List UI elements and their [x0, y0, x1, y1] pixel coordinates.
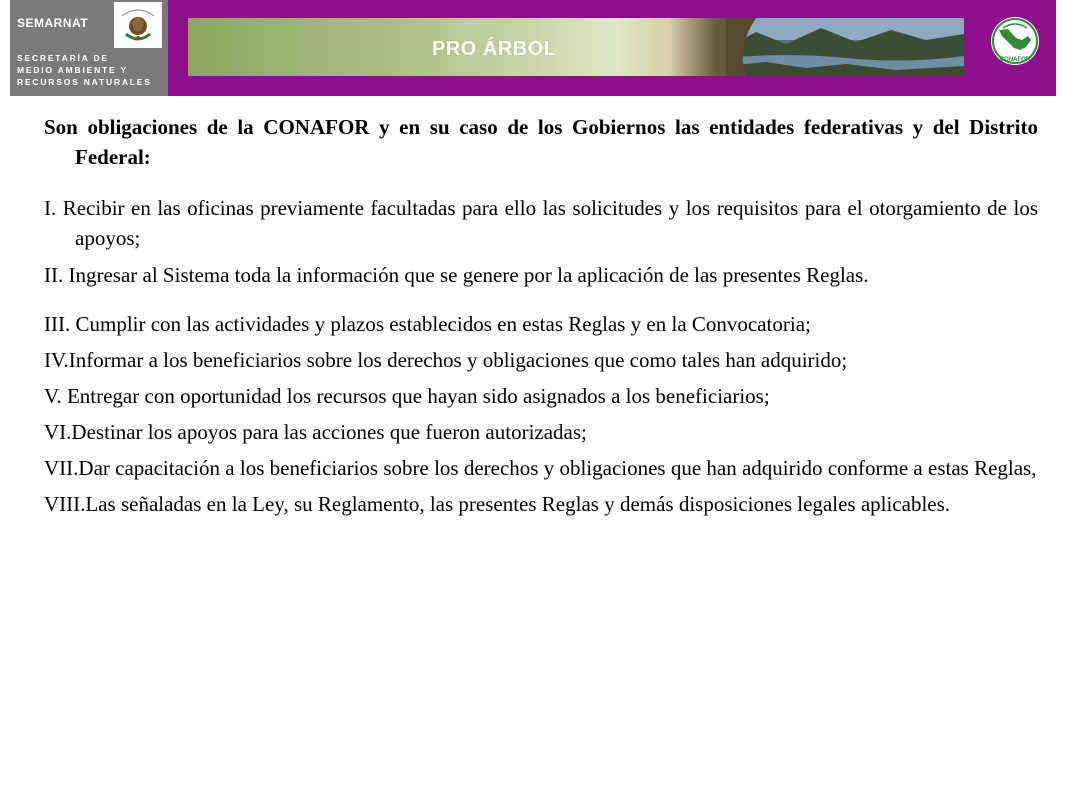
semarnat-title: SEMARNAT — [17, 16, 89, 30]
banner-title: PRO ÁRBOL — [432, 38, 557, 60]
obligations-heading: Son obligaciones de la CONAFOR y en su caso de los Gobiernos las entidades federativas y del Distrito Federal: — [44, 115, 1038, 169]
semarnat-logo — [10, 0, 168, 96]
list-item: VIII.Las señaladas en la Ley, su Reglamento, las presentes Reglas y demás disposiciones legales aplicables. — [44, 492, 951, 516]
list-item: VII.Dar capacitación a los beneficiarios sobre los derechos y obligaciones que han adquirido conforme a estas Reglas, — [44, 456, 1037, 480]
list-item: I. Recibir en las oficinas previamente facultadas para ello las solicitudes y los requisitos para el otorgamiento de los apoyos; — [44, 196, 1038, 250]
mexico-emblem-icon — [114, 2, 162, 48]
semarnat-subtitle — [17, 52, 167, 88]
conafor-label: CONAFOR — [999, 57, 1031, 63]
semarnat-subtitle-line: RECURSOS NATURALES — [17, 77, 152, 87]
conafor-logo — [986, 14, 1044, 77]
list-item: V. Entregar con oportunidad los recursos que hayan sido asignados a los beneficiarios; — [44, 384, 770, 408]
list-item: IV.Informar a los beneficiarios sobre los derechos y obligaciones que como tales han adquirido; — [44, 348, 848, 372]
list-item: VI.Destinar los apoyos para las acciones que fueron autorizadas; — [44, 420, 587, 444]
header-bar — [10, 0, 1056, 96]
list-item: II. Ingresar al Sistema toda la información que se genere por la aplicación de las presentes Reglas. — [44, 263, 869, 287]
proarbol-banner — [188, 18, 964, 76]
semarnat-subtitle-line: MEDIO AMBIENTE Y — [17, 65, 128, 75]
list-item: III. Cumplir con las actividades y plazos establecidos en estas Reglas y en la Convocatoria; — [44, 312, 811, 336]
landscape-photo-icon — [726, 18, 964, 76]
document-body — [44, 112, 1038, 519]
semarnat-subtitle-line: SECRETARÍA DE — [17, 53, 109, 63]
